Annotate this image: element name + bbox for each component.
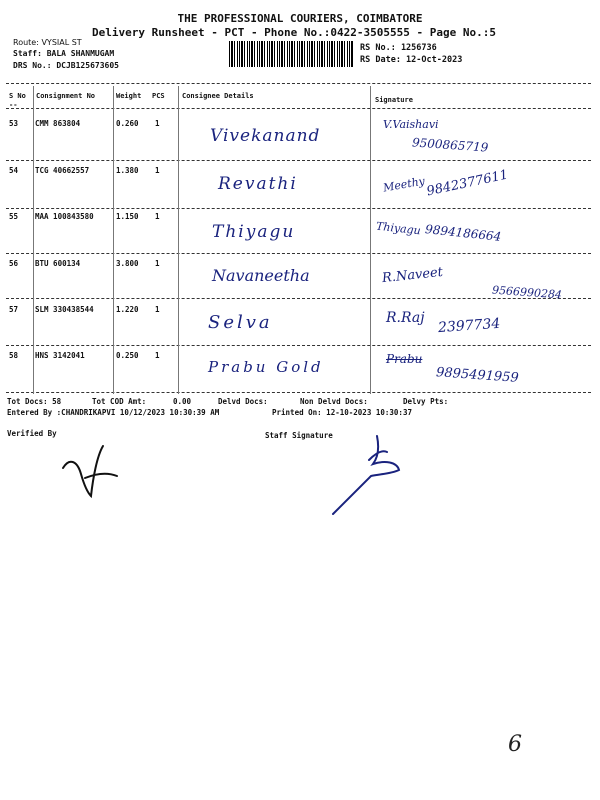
row-signature-phone: 9500865719	[411, 135, 489, 155]
row-consignee-handwriting: Prabu Gold	[208, 358, 324, 376]
row-weight: 0.250	[116, 351, 139, 360]
row-pcs: 1	[155, 351, 160, 360]
total-cod-value: 0.00	[173, 397, 192, 406]
row-signature-name: R.Naveet	[381, 264, 444, 287]
col-header-consignee: Consignee Details	[182, 92, 254, 100]
row-sno: 58	[9, 351, 19, 360]
route-label: Route: VYSIAL ST	[13, 38, 82, 47]
row-sno: 57	[9, 305, 19, 314]
row-pcs: 1	[155, 166, 160, 175]
column-divider	[33, 86, 34, 394]
row-signature-name: Prabu	[386, 352, 423, 366]
col-header-pcs: PCS	[152, 92, 165, 100]
page-number-mark: 6	[508, 732, 522, 757]
col-header-signature: Signature	[375, 96, 413, 104]
row-pcs: 1	[155, 119, 160, 128]
header-dashes: --	[9, 101, 18, 109]
row-sno: 56	[9, 259, 19, 268]
runsheet-subtitle: Delivery Runsheet - PCT - Phone No.:0422-3505555 - Page No.:5	[92, 26, 496, 39]
row-consignment: BTU 600134	[35, 259, 81, 268]
rs-number: RS No.: 1256736	[360, 43, 437, 53]
row-pcs: 1	[155, 212, 160, 221]
row-weight: 1.220	[116, 305, 139, 314]
row-signature-phone: 9566990284	[491, 283, 563, 302]
barcode	[229, 41, 354, 67]
row-consignment: TCG 40662557	[35, 166, 90, 175]
row-pcs: 1	[155, 305, 160, 314]
col-header-sno: S No	[9, 92, 26, 100]
table-top-rule	[6, 83, 591, 84]
row-signature-name: R.Raj	[386, 310, 425, 326]
row-signature-phone: 9842377611	[425, 167, 510, 200]
col-header-consignment: Consignment No	[36, 92, 96, 100]
row-consignee-handwriting: Thiyagu	[212, 222, 296, 242]
row-consignment: MAA 100843580	[35, 212, 94, 221]
rs-date: RS Date: 12-Oct-2023	[360, 55, 463, 65]
row-weight: 3.800	[116, 259, 139, 268]
delivered-docs: Delvd Docs:	[218, 397, 268, 406]
row-signature-name: Thiyagu	[375, 219, 422, 238]
total-cod-label: Tot COD Amt:	[92, 397, 147, 406]
verified-by-signature	[55, 438, 125, 503]
row-divider	[6, 253, 591, 254]
row-signature-phone: 2397734	[437, 315, 501, 337]
non-delivered-docs: Non Delvd Docs:	[300, 397, 368, 406]
row-divider	[6, 160, 591, 161]
row-consignee-handwriting: Vivekanand	[210, 126, 321, 146]
row-pcs: 1	[155, 259, 160, 268]
staff-signature-label: Staff Signature	[265, 431, 333, 440]
row-signature-phone: 9895491959	[435, 365, 520, 386]
row-divider	[6, 345, 591, 346]
row-consignment: SLM 330438544	[35, 305, 94, 314]
row-consignment: HNS 3142041	[35, 351, 85, 360]
verified-by-label: Verified By	[7, 429, 57, 438]
column-divider	[178, 86, 179, 394]
row-weight: 1.150	[116, 212, 139, 221]
row-signature-name: V.Vaishavi	[383, 118, 439, 131]
row-consignee-handwriting: Revathi	[218, 174, 298, 194]
col-header-weight: Weight	[116, 92, 142, 100]
row-signature-name: Meethy	[382, 174, 426, 195]
entered-by: Entered By :CHANDRIKAPVI 10/12/2023 10:30:39 AM	[7, 408, 220, 417]
printed-on: Printed On: 12-10-2023 10:30:37	[272, 408, 412, 417]
table-bottom-rule	[6, 392, 591, 393]
table-header-rule	[6, 108, 591, 109]
delivery-points: Delvy Pts:	[403, 397, 449, 406]
column-divider	[113, 86, 114, 394]
total-docs: Tot Docs: 58	[7, 397, 62, 406]
row-divider	[6, 298, 591, 299]
company-title: THE PROFESSIONAL COURIERS, COIMBATORE	[177, 12, 423, 25]
row-consignee-handwriting: Navaneetha	[212, 266, 310, 285]
row-sno: 54	[9, 166, 19, 175]
staff-label: Staff: BALA SHANMUGAM	[13, 49, 115, 58]
row-weight: 0.260	[116, 119, 139, 128]
staff-signature-mark	[325, 430, 415, 520]
row-divider	[6, 208, 591, 209]
row-sno: 53	[9, 119, 19, 128]
row-weight: 1.380	[116, 166, 139, 175]
row-consignment: CMM 863804	[35, 119, 81, 128]
drs-number: DRS No.: DCJB125673605	[13, 61, 119, 70]
column-divider	[370, 86, 371, 394]
row-signature-phone: 9894186664	[424, 222, 502, 244]
row-sno: 55	[9, 212, 19, 221]
row-consignee-handwriting: Selva	[208, 312, 273, 333]
